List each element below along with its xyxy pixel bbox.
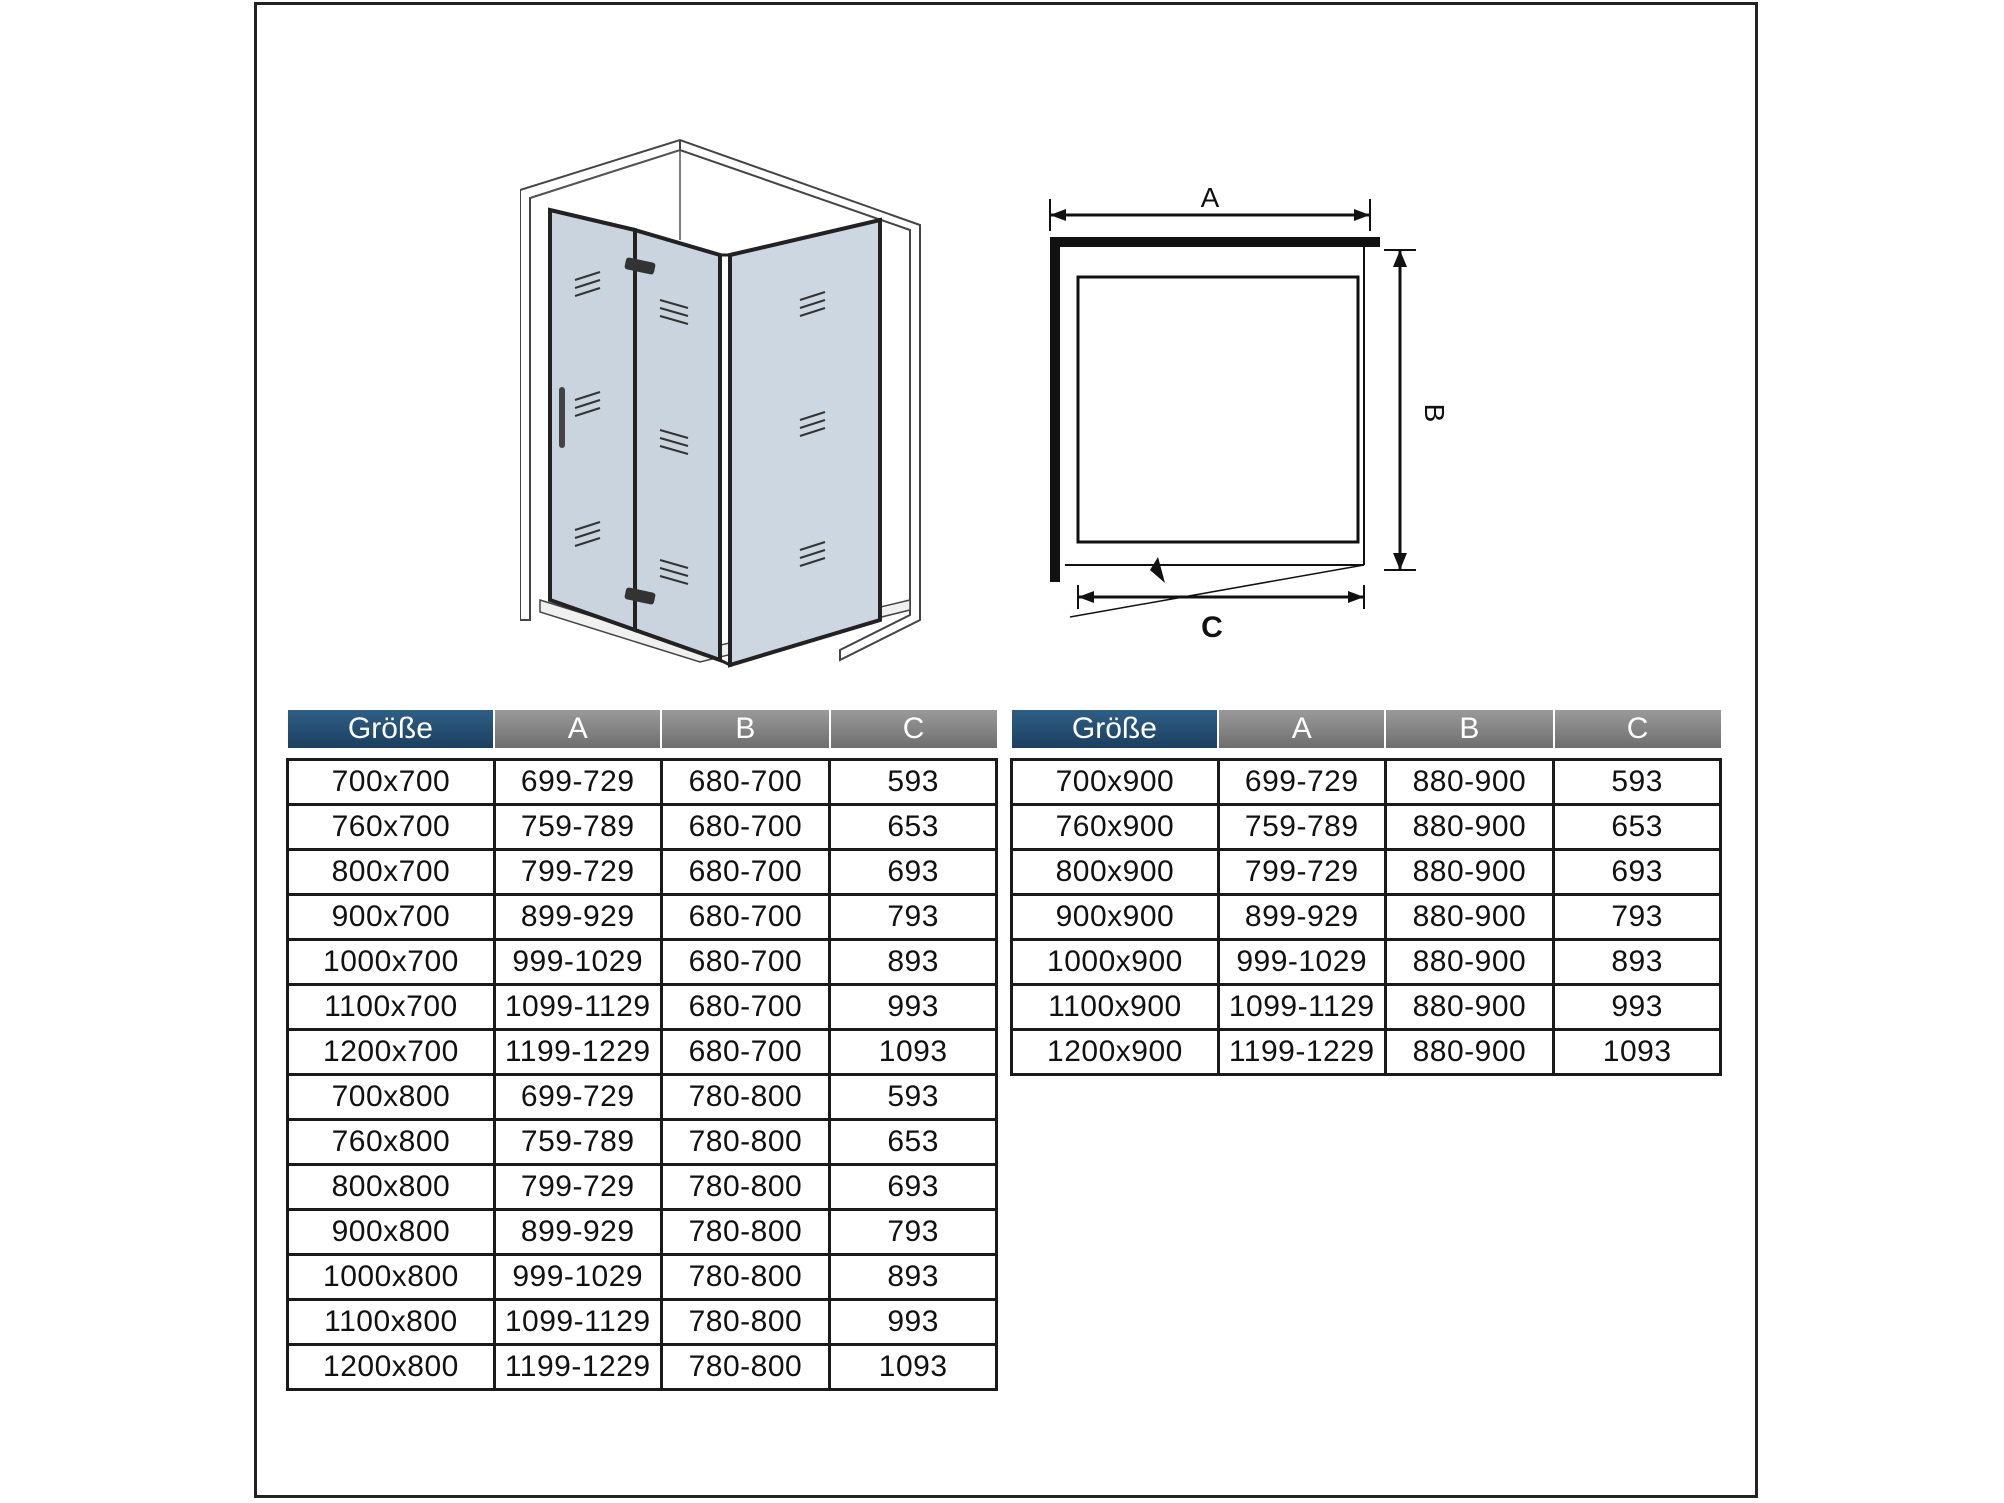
table-row [288, 1075, 997, 1120]
cell-b: 780-800 [661, 1210, 830, 1255]
table-row [288, 760, 997, 805]
table-body [288, 760, 997, 1390]
cell-a: 999-1029 [494, 1255, 661, 1300]
cell-b: 880-900 [1385, 850, 1554, 895]
cell-a: 999-1029 [1218, 940, 1385, 985]
cell-a: 1199-1229 [494, 1345, 661, 1390]
cell-a: 1199-1229 [494, 1030, 661, 1075]
table-row [288, 1255, 997, 1300]
table-row [288, 850, 997, 895]
cell-c: 653 [830, 805, 997, 850]
cell-a: 699-729 [494, 760, 661, 805]
cell-c: 593 [830, 760, 997, 805]
cell-size: 1200x900 [1012, 1030, 1219, 1075]
cell-a: 699-729 [1218, 760, 1385, 805]
cell-a: 1099-1129 [494, 985, 661, 1030]
cell-c: 653 [1554, 805, 1721, 850]
cell-size: 900x700 [288, 895, 495, 940]
cell-c: 653 [830, 1120, 997, 1165]
cell-size: 800x700 [288, 850, 495, 895]
cell-a: 899-929 [494, 1210, 661, 1255]
cell-c: 793 [830, 895, 997, 940]
floor-plan-diagram [1040, 185, 1480, 645]
cell-a: 1099-1129 [494, 1300, 661, 1345]
cell-c: 693 [1554, 850, 1721, 895]
cell-c: 693 [830, 850, 997, 895]
cell-c: 593 [830, 1075, 997, 1120]
cell-c: 893 [830, 940, 997, 985]
size-table-right [1010, 710, 1722, 1076]
table-row [288, 1345, 997, 1390]
table-row [288, 1030, 997, 1075]
cell-size: 1200x800 [288, 1345, 495, 1390]
cell-b: 880-900 [1385, 940, 1554, 985]
cell-b: 780-800 [661, 1345, 830, 1390]
cell-c: 993 [1554, 985, 1721, 1030]
cell-size: 1000x700 [288, 940, 495, 985]
cell-b: 680-700 [661, 805, 830, 850]
cell-a: 759-789 [494, 1120, 661, 1165]
cell-size: 760x800 [288, 1120, 495, 1165]
dimension-a-label: A [1200, 185, 1220, 213]
cell-a: 799-729 [494, 850, 661, 895]
table-row [1012, 1030, 1721, 1075]
cell-c: 1093 [1554, 1030, 1721, 1075]
table-header-row [288, 710, 997, 748]
table-row [288, 895, 997, 940]
table-row [288, 1120, 997, 1165]
cell-b: 880-900 [1385, 760, 1554, 805]
header-c: C [1554, 710, 1721, 748]
table-row [1012, 760, 1721, 805]
cell-b: 880-900 [1385, 805, 1554, 850]
cell-c: 893 [830, 1255, 997, 1300]
cell-c: 793 [830, 1210, 997, 1255]
table-row [288, 1165, 997, 1210]
table-row [1012, 895, 1721, 940]
cell-b: 880-900 [1385, 895, 1554, 940]
table-row [288, 985, 997, 1030]
cell-b: 680-700 [661, 760, 830, 805]
table-header-row [1012, 710, 1721, 748]
table-row [1012, 850, 1721, 895]
cell-size: 1100x700 [288, 985, 495, 1030]
cell-size: 800x800 [288, 1165, 495, 1210]
cell-a: 899-929 [494, 895, 661, 940]
header-size: Größe [1012, 710, 1219, 748]
cell-size: 1200x700 [288, 1030, 495, 1075]
cell-size: 900x900 [1012, 895, 1219, 940]
cell-size: 760x700 [288, 805, 495, 850]
cell-size: 1000x900 [1012, 940, 1219, 985]
dimension-b-label: B [1419, 403, 1450, 423]
header-a: A [494, 710, 661, 748]
cell-b: 680-700 [661, 985, 830, 1030]
table-row [288, 805, 997, 850]
cell-a: 799-729 [494, 1165, 661, 1210]
cell-size: 900x800 [288, 1210, 495, 1255]
cell-b: 680-700 [661, 895, 830, 940]
cell-b: 680-700 [661, 940, 830, 985]
table-row [288, 940, 997, 985]
cell-c: 1093 [830, 1345, 997, 1390]
table-row [1012, 940, 1721, 985]
cell-b: 780-800 [661, 1255, 830, 1300]
cell-a: 799-729 [1218, 850, 1385, 895]
cell-size: 700x900 [1012, 760, 1219, 805]
size-table-left [286, 710, 998, 1391]
cell-a: 1199-1229 [1218, 1030, 1385, 1075]
table-row [288, 1210, 997, 1255]
cell-c: 993 [830, 985, 997, 1030]
cell-b: 680-700 [661, 1030, 830, 1075]
cell-a: 759-789 [494, 805, 661, 850]
cell-b: 680-700 [661, 850, 830, 895]
cell-b: 780-800 [661, 1075, 830, 1120]
cell-size: 760x900 [1012, 805, 1219, 850]
cell-b: 780-800 [661, 1120, 830, 1165]
cell-b: 780-800 [661, 1165, 830, 1210]
cell-a: 1099-1129 [1218, 985, 1385, 1030]
header-a: A [1218, 710, 1385, 748]
cell-size: 1100x900 [1012, 985, 1219, 1030]
cell-a: 699-729 [494, 1075, 661, 1120]
cell-c: 593 [1554, 760, 1721, 805]
cell-b: 880-900 [1385, 985, 1554, 1030]
header-c: C [830, 710, 997, 748]
table-row [1012, 805, 1721, 850]
table-row [1012, 985, 1721, 1030]
header-size: Größe [288, 710, 495, 748]
cell-c: 693 [830, 1165, 997, 1210]
cell-size: 1100x800 [288, 1300, 495, 1345]
cell-c: 993 [830, 1300, 997, 1345]
header-b: B [1385, 710, 1554, 748]
shower-enclosure-illustration [520, 130, 940, 680]
header-b: B [661, 710, 830, 748]
table-body [1012, 760, 1721, 1075]
cell-size: 1000x800 [288, 1255, 495, 1300]
cell-a: 899-929 [1218, 895, 1385, 940]
cell-b: 780-800 [661, 1300, 830, 1345]
cell-c: 793 [1554, 895, 1721, 940]
dimension-c-label: C [1201, 611, 1223, 644]
cell-c: 893 [1554, 940, 1721, 985]
cell-size: 700x800 [288, 1075, 495, 1120]
table-row [288, 1300, 997, 1345]
cell-a: 999-1029 [494, 940, 661, 985]
cell-c: 1093 [830, 1030, 997, 1075]
cell-size: 700x700 [288, 760, 495, 805]
cell-b: 880-900 [1385, 1030, 1554, 1075]
cell-a: 759-789 [1218, 805, 1385, 850]
cell-size: 800x900 [1012, 850, 1219, 895]
